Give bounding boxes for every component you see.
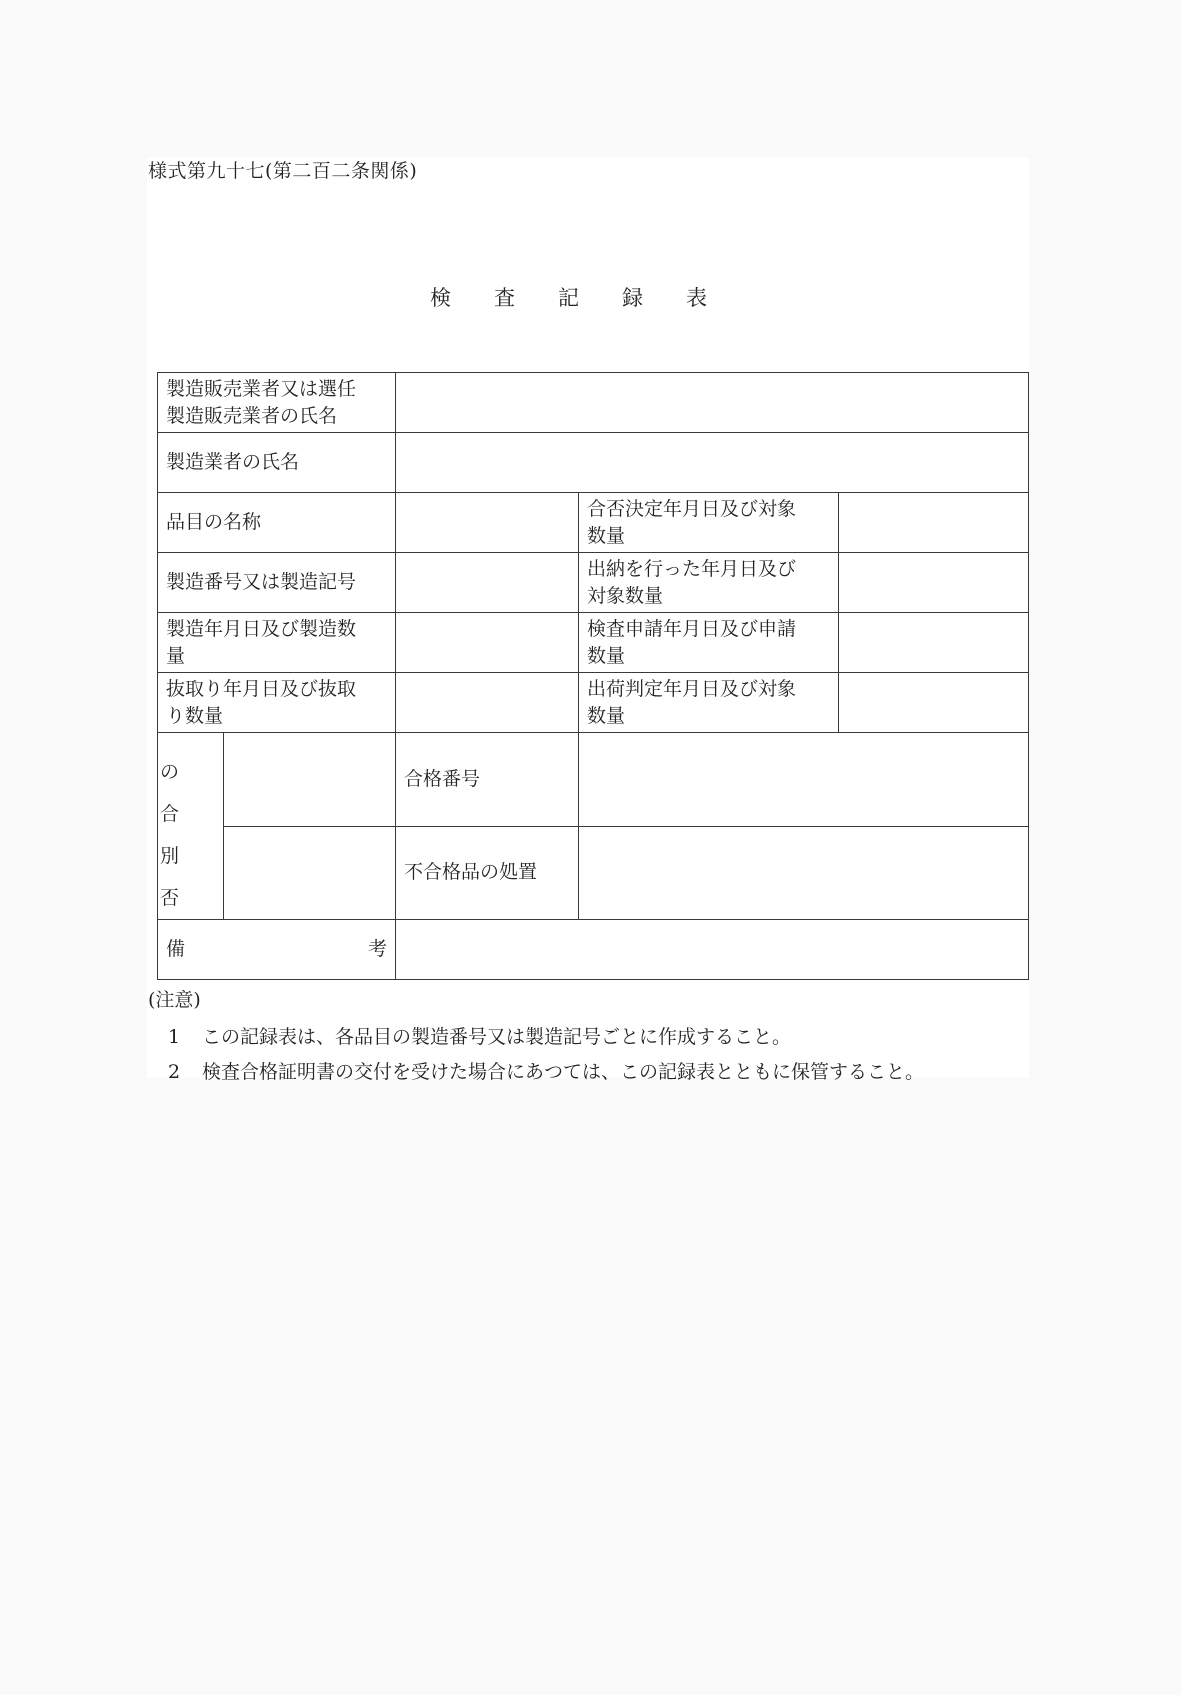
table-row	[158, 493, 1029, 553]
manufacturer-name-field[interactable]	[396, 433, 1029, 493]
title-char: 査	[494, 286, 515, 310]
label-reject-disposal: 不合格品の処置	[396, 826, 579, 920]
label-lot-number: 製造番号又は製造記号	[158, 553, 396, 613]
note-item: 1 この記録表は、各品目の製造番号又は製造記号ごとに作成すること。	[168, 1026, 792, 1048]
label-pass-decision-date: 合否決定年月日及び対象 数量	[579, 493, 839, 553]
mah-name-field[interactable]	[396, 373, 1029, 433]
title-char: 検	[430, 286, 451, 310]
inspection-record-table	[157, 372, 1029, 980]
table-row	[158, 920, 1029, 980]
item-name-field[interactable]	[396, 493, 579, 553]
label-mah-name: 製造販売業者又は選任 製造販売業者の氏名	[158, 373, 396, 433]
table-row	[158, 553, 1029, 613]
notes-section	[148, 985, 924, 1090]
notes-heading: (注意)	[148, 989, 201, 1011]
reject-disposal-field[interactable]	[579, 826, 1029, 920]
note-item: 2 検査合格証明書の交付を受けた場合にあつては、この記録表とともに保管すること。	[168, 1061, 925, 1083]
sampling-date-field[interactable]	[396, 673, 579, 733]
label-sampling-date: 抜取り年月日及び抜取 り数量	[158, 673, 396, 733]
pass-fail-side-label: の 合 別 否	[158, 733, 224, 920]
title-char: 表	[686, 286, 707, 310]
form-id: 様式第九十七(第二百二条関係)	[148, 160, 418, 182]
title-char: 録	[622, 286, 643, 310]
label-dispensing-date: 出納を行った年月日及び 対象数量	[579, 553, 839, 613]
table-row	[158, 826, 1029, 920]
table-row	[158, 733, 1029, 827]
label-inspection-request-date: 検査申請年月日及び申請 数量	[579, 613, 839, 673]
label-manufacturer-name: 製造業者の氏名	[158, 433, 396, 493]
document-title	[430, 282, 750, 312]
dispensing-date-field[interactable]	[839, 553, 1029, 613]
title-char: 記	[558, 286, 579, 310]
pass-decision-date-field[interactable]	[839, 493, 1029, 553]
label-item-name: 品目の名称	[158, 493, 396, 553]
label-remarks: 備 考	[158, 920, 396, 980]
shipment-decision-date-field[interactable]	[839, 673, 1029, 733]
label-shipment-decision-date: 出荷判定年月日及び対象 数量	[579, 673, 839, 733]
remarks-field[interactable]	[396, 920, 1029, 980]
pass-number-field[interactable]	[579, 733, 1029, 827]
table-row	[158, 373, 1029, 433]
label-manufacture-date: 製造年月日及び製造数 量	[158, 613, 396, 673]
lot-number-field[interactable]	[396, 553, 579, 613]
table-row	[158, 433, 1029, 493]
fail-mark-field[interactable]	[224, 826, 396, 920]
table-row	[158, 613, 1029, 673]
label-pass-number: 合格番号	[396, 733, 579, 827]
pass-mark-field[interactable]	[224, 733, 396, 827]
table-row	[158, 673, 1029, 733]
inspection-request-date-field[interactable]	[839, 613, 1029, 673]
manufacture-date-field[interactable]	[396, 613, 579, 673]
